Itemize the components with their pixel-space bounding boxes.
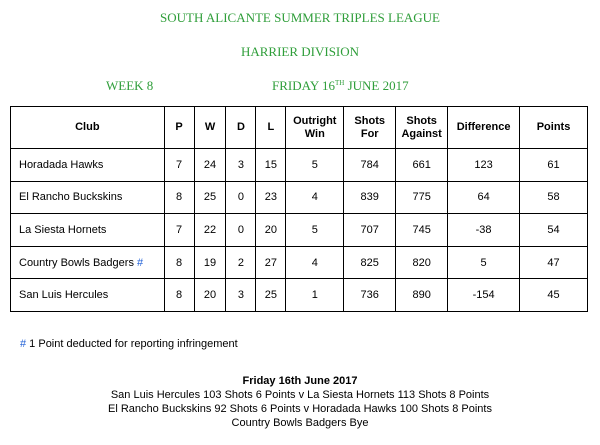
table-row bbox=[11, 214, 588, 247]
table-row bbox=[11, 246, 588, 279]
lost-cell: 20 bbox=[256, 214, 286, 247]
drawn-cell: 0 bbox=[226, 181, 256, 214]
lost-cell: 25 bbox=[256, 279, 286, 312]
header-played: P bbox=[164, 107, 194, 149]
shots-against-cell: 775 bbox=[396, 181, 448, 214]
played-cell: 7 bbox=[164, 149, 194, 182]
club-name bbox=[11, 246, 165, 279]
won-cell: 20 bbox=[194, 279, 226, 312]
shots-for-cell: 736 bbox=[344, 279, 396, 312]
header-shots-for-line1: Shots bbox=[354, 114, 385, 127]
header-shots-against bbox=[396, 107, 448, 149]
played-cell: 8 bbox=[164, 279, 194, 312]
header-outright-win bbox=[286, 107, 344, 149]
club-name-text: La Siesta Hornets bbox=[19, 223, 107, 236]
date-prefix: FRIDAY 16 bbox=[272, 78, 335, 93]
lost-cell: 15 bbox=[256, 149, 286, 182]
header-points: Points bbox=[520, 107, 588, 149]
drawn-cell: 3 bbox=[226, 279, 256, 312]
club-name bbox=[11, 279, 165, 312]
table-row bbox=[11, 181, 588, 214]
shots-for-cell: 784 bbox=[344, 149, 396, 182]
club-name bbox=[11, 149, 165, 182]
table-row bbox=[11, 279, 588, 312]
week-label: WEEK 8 bbox=[106, 78, 154, 93]
match-date bbox=[272, 78, 409, 94]
shots-for-cell: 839 bbox=[344, 181, 396, 214]
results-section bbox=[0, 374, 600, 430]
header-won: W bbox=[194, 107, 226, 149]
header-difference: Difference bbox=[448, 107, 520, 149]
drawn-cell: 0 bbox=[226, 214, 256, 247]
league-title: SOUTH ALICANTE SUMMER TRIPLES LEAGUE bbox=[160, 10, 440, 25]
difference-cell: 123 bbox=[448, 149, 520, 182]
shots-against-cell: 890 bbox=[396, 279, 448, 312]
points-cell: 58 bbox=[520, 181, 588, 214]
outright-win-cell: 5 bbox=[286, 149, 344, 182]
club-name-text: El Rancho Buckskins bbox=[19, 191, 123, 204]
header-shots-for bbox=[344, 107, 396, 149]
lost-cell: 23 bbox=[256, 181, 286, 214]
table-header-row bbox=[11, 107, 588, 149]
result-line: Country Bowls Badgers Bye bbox=[231, 417, 369, 429]
club-name bbox=[11, 181, 165, 214]
deduction-mark: # bbox=[137, 256, 144, 269]
header-outright-line1: Outright bbox=[293, 114, 337, 127]
header-club: Club bbox=[11, 107, 165, 149]
shots-against-cell: 661 bbox=[396, 149, 448, 182]
drawn-cell: 2 bbox=[226, 246, 256, 279]
shots-against-cell: 820 bbox=[396, 246, 448, 279]
difference-cell: 5 bbox=[448, 246, 520, 279]
result-line: San Luis Hercules 103 Shots 6 Points v La Siesta Hornets 113 Shots 8 Points bbox=[110, 389, 490, 401]
table-row bbox=[11, 149, 588, 182]
shots-against-cell: 745 bbox=[396, 214, 448, 247]
note-text: 1 Point deducted for reporting infringement bbox=[26, 338, 238, 350]
played-cell: 8 bbox=[164, 246, 194, 279]
points-cell: 47 bbox=[520, 246, 588, 279]
club-name-text: Country Bowls Badgers bbox=[19, 256, 134, 269]
won-cell: 24 bbox=[194, 149, 226, 182]
outright-win-cell: 4 bbox=[286, 181, 344, 214]
drawn-cell: 3 bbox=[226, 149, 256, 182]
league-table bbox=[10, 106, 588, 312]
header-shots-against-line1: Shots bbox=[406, 114, 437, 127]
lost-cell: 27 bbox=[256, 246, 286, 279]
difference-cell: -38 bbox=[448, 214, 520, 247]
difference-cell: 64 bbox=[448, 181, 520, 214]
header-drawn: D bbox=[226, 107, 256, 149]
note-mark: # bbox=[20, 338, 27, 350]
header-lost: L bbox=[256, 107, 286, 149]
header-shots-for-line2: For bbox=[360, 127, 379, 140]
club-name-text: Horadada Hawks bbox=[19, 158, 104, 171]
points-cell: 45 bbox=[520, 279, 588, 312]
points-cell: 61 bbox=[520, 149, 588, 182]
club-name bbox=[11, 214, 165, 247]
difference-cell: -154 bbox=[448, 279, 520, 312]
deduction-note bbox=[20, 338, 238, 350]
division-title: HARRIER DIVISION bbox=[240, 44, 360, 59]
outright-win-cell: 1 bbox=[286, 279, 344, 312]
won-cell: 25 bbox=[194, 181, 226, 214]
outright-win-cell: 5 bbox=[286, 214, 344, 247]
result-line: El Rancho Buckskins 92 Shots 6 Points v Horadada Hawks 100 Shots 8 Points bbox=[108, 403, 492, 415]
date-ordinal: TH bbox=[334, 79, 345, 87]
date-suffix: JUNE 2017 bbox=[344, 78, 409, 93]
club-name-text: San Luis Hercules bbox=[19, 289, 109, 302]
played-cell: 8 bbox=[164, 181, 194, 214]
header-shots-against-line2: Against bbox=[401, 127, 442, 140]
header-outright-line2: Win bbox=[304, 127, 325, 140]
points-cell: 54 bbox=[520, 214, 588, 247]
played-cell: 7 bbox=[164, 214, 194, 247]
shots-for-cell: 707 bbox=[344, 214, 396, 247]
won-cell: 22 bbox=[194, 214, 226, 247]
won-cell: 19 bbox=[194, 246, 226, 279]
shots-for-cell: 825 bbox=[344, 246, 396, 279]
outright-win-cell: 4 bbox=[286, 246, 344, 279]
results-heading: Friday 16th June 2017 bbox=[242, 375, 358, 387]
